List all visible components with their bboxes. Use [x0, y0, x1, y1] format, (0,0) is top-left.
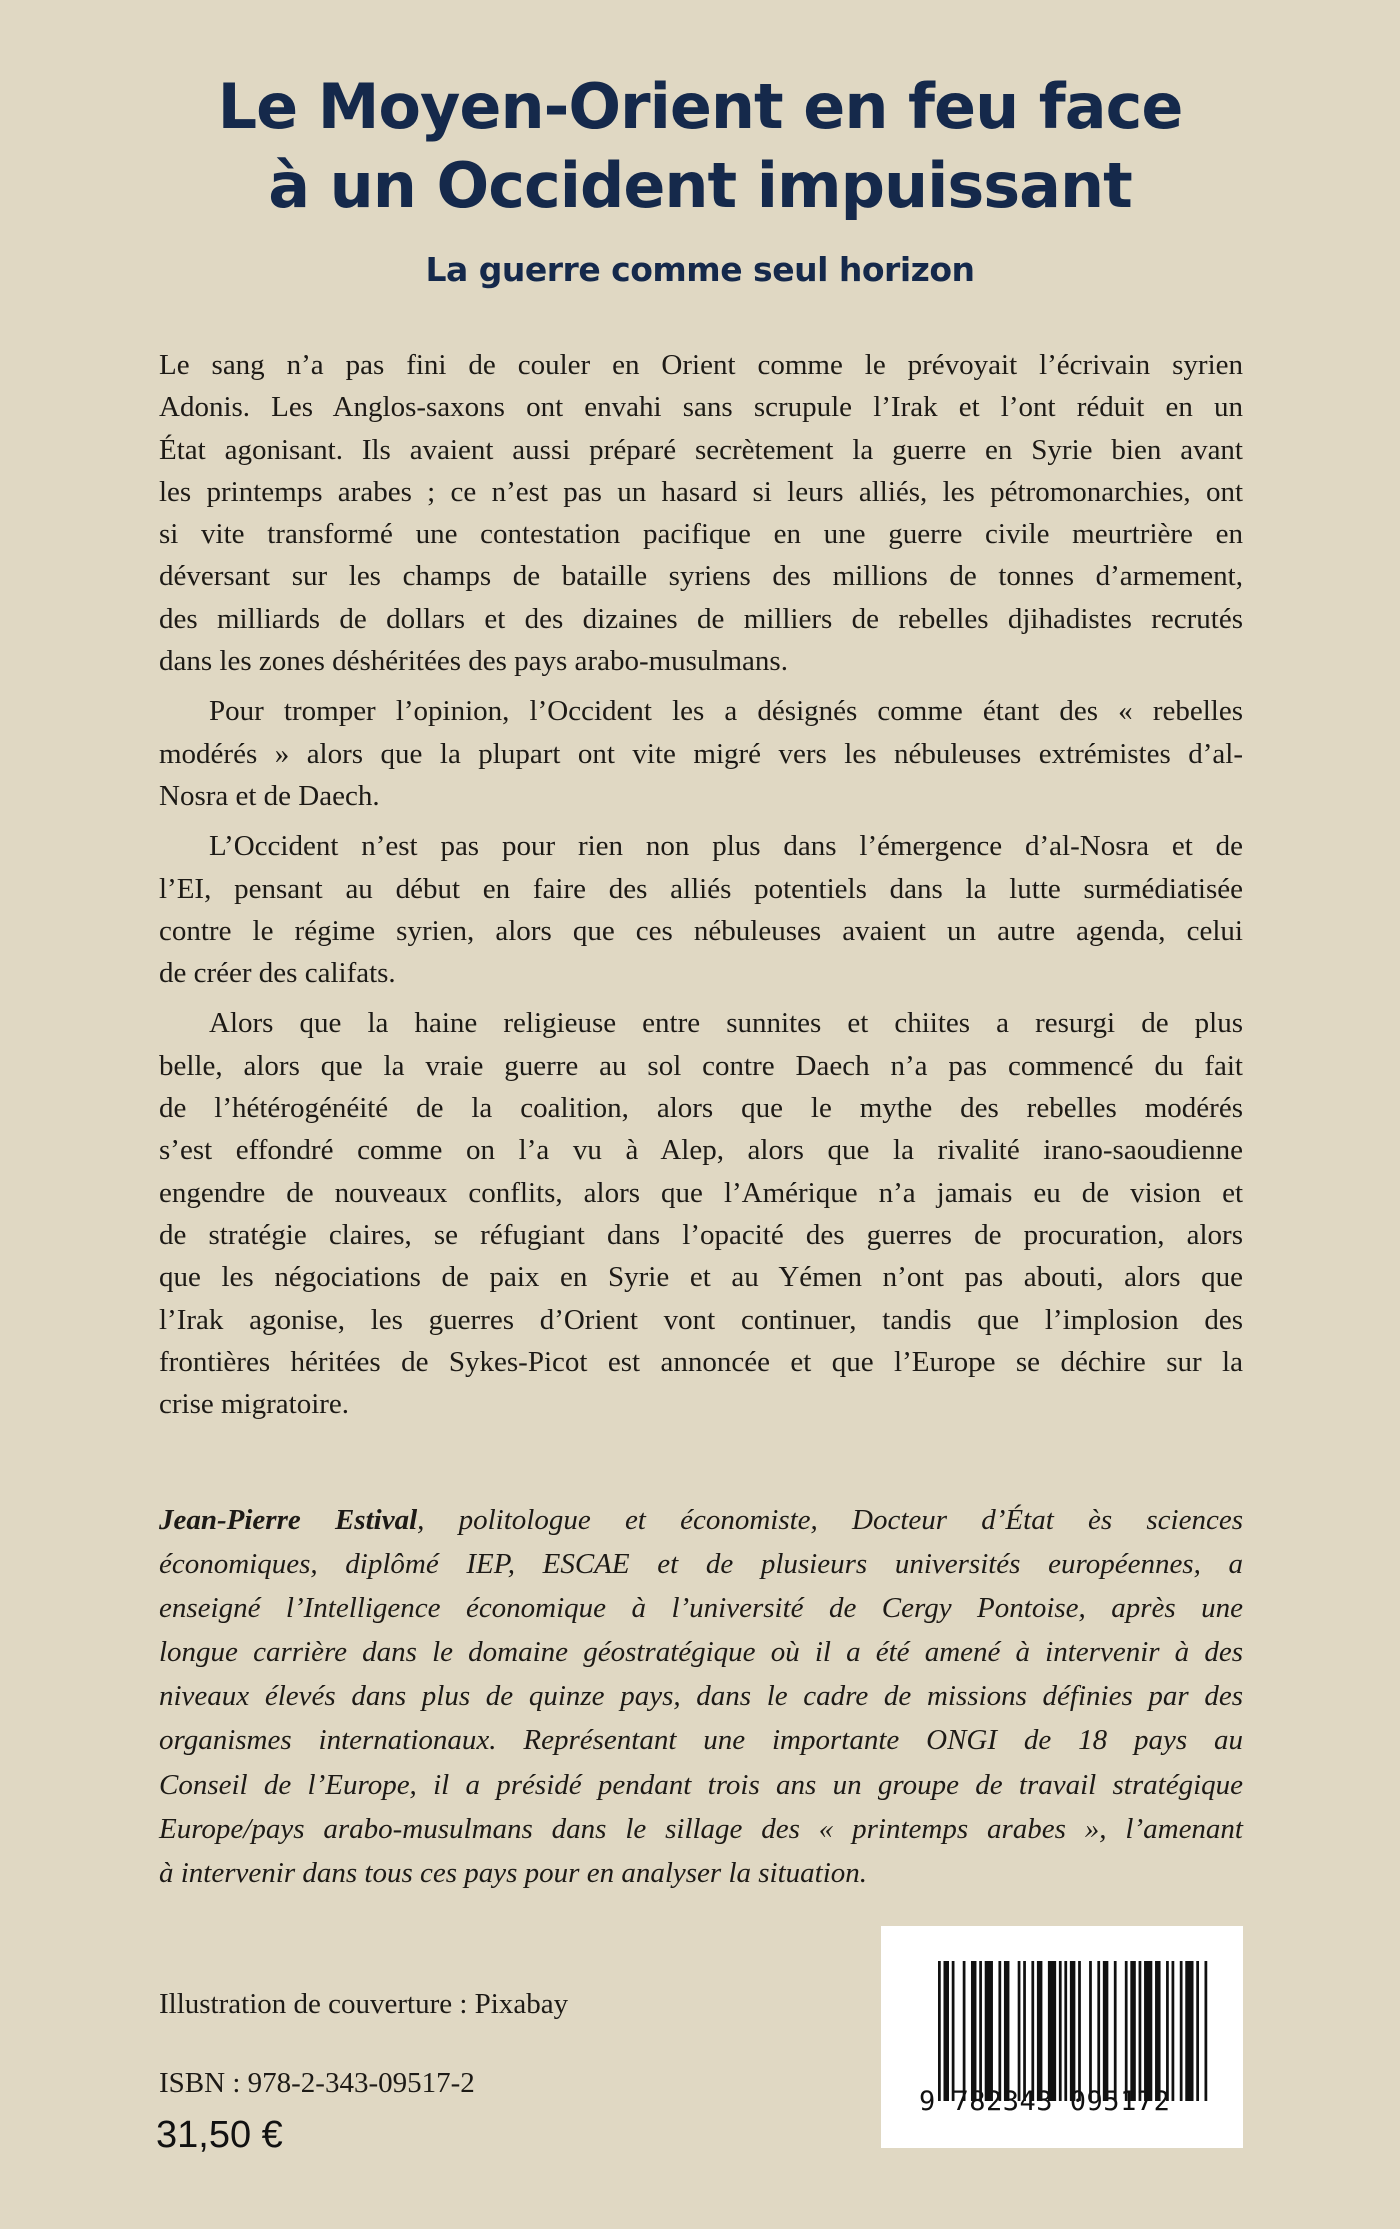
barcode-bar — [1004, 1961, 1009, 2101]
barcode-bar — [952, 1961, 955, 2101]
bio-line: économiques, diplômé IEP, ESCAE et de plusieurs universités européennes, a — [159, 1548, 1243, 1581]
cover-illustration-credit: Illustration de couverture : Pixabay — [159, 1988, 569, 2020]
barcode-bar — [1103, 1961, 1108, 2101]
bio-line: à intervenir dans tous ces pays pour en analyser la situation. — [159, 1856, 868, 1889]
text-line: contre le régime syrien, alors que ces nébuleuses avaient un autre agenda, celui — [159, 914, 1243, 947]
paragraph — [159, 825, 1243, 994]
text-line: L’Occident n’est pas pour rien non plus dans l’émergence d’al-Nosra et de — [209, 830, 1243, 863]
barcode-bar — [1139, 1961, 1142, 2101]
price: 31,50 € — [156, 2114, 283, 2156]
barcode-bar — [943, 1961, 948, 2101]
text-line: État agonisant. Ils avaient aussi préparé secrètement la guerre en Syrie bien avant — [159, 433, 1243, 466]
barcode-bar — [963, 1961, 966, 2101]
text-line: Adonis. Les Anglos-saxons ont envahi sans scrupule l’Irak et l’ont réduit en un — [159, 391, 1243, 424]
paragraph — [159, 1002, 1243, 1425]
text-line: Pour tromper l’opinion, l’Occident les a désignés comme étant des « rebelles — [209, 695, 1243, 728]
barcode-bar — [1048, 1961, 1056, 2101]
bio-line: niveaux élevés dans plus de quinze pays, dans le cadre de missions définies par des — [159, 1680, 1243, 1713]
barcode-bar — [1205, 1961, 1208, 2101]
barcode-bar — [1037, 1961, 1042, 2101]
barcode-bar — [1130, 1961, 1135, 2101]
text-line: si vite transformé une contestation pacifique en une guerre civile meurtrière en — [159, 518, 1243, 551]
text-line: de créer des califats. — [159, 957, 396, 990]
bio-line: enseigné l’Intelligence économique à l’université de Cergy Pontoise, après une — [159, 1592, 1243, 1625]
text-line: les printemps arabes ; ce n’est pas un hasard si leurs alliés, les pétromonarchies, ont — [159, 475, 1243, 508]
text-line: de stratégie claires, se réfugiant dans l’opacité des guerres de procuration, alors — [159, 1218, 1243, 1251]
paragraph — [159, 344, 1243, 682]
barcode-bar — [1155, 1961, 1160, 2101]
barcode-bar — [1089, 1961, 1092, 2101]
text-line: des milliards de dollars et des dizaines de milliers de rebelles djihadistes recrutés — [159, 602, 1243, 635]
barcode-bar — [1196, 1961, 1199, 2101]
text-line: Nosra et de Daech. — [159, 779, 380, 812]
bio-line — [159, 1498, 1243, 1542]
text-line: engendre de nouveaux conflits, alors que l’Amérique n’a jamais eu de vision et — [159, 1176, 1243, 1209]
text-line: l’Irak agonise, les guerres d’Orient vont continuer, tandis que l’implosion des — [159, 1303, 1243, 1336]
barcode-bar — [1018, 1961, 1021, 2101]
text-line: Alors que la haine religieuse entre sunnites et chiites a resurgi de plus — [209, 1007, 1243, 1040]
barcode-bar — [1125, 1961, 1128, 2101]
barcode-bar — [971, 1961, 976, 2101]
barcode-bar — [1023, 1961, 1026, 2101]
text-line: que les négociations de paix en Syrie et au Yémen n’ont pas abouti, alors que — [159, 1261, 1243, 1294]
barcode-bar — [1031, 1961, 1034, 2101]
text-line: crise migratoire. — [159, 1388, 350, 1421]
text-line: l’EI, pensant au début en faire des alliés potentiels dans la lutte surmédiatisée — [159, 872, 1243, 905]
bio-line: Europe/pays arabo-musulmans dans le sillage des « printemps arabes », l’amenant — [159, 1812, 1243, 1845]
book-title-line-2: à un Occident impuissant — [268, 149, 1132, 222]
blurb-body — [159, 344, 1243, 1433]
bio-line: longue carrière dans le domaine géostratégique où il a été amené à intervenir à des — [159, 1636, 1243, 1669]
text-line: s’est effondré comme on l’a vu à Alep, alors que la rivalité irano-saoudienne — [159, 1134, 1243, 1167]
barcode — [881, 1926, 1243, 2148]
barcode-bar — [1064, 1961, 1067, 2101]
barcode-bar — [1097, 1961, 1100, 2101]
barcode-bars — [938, 1961, 1210, 2101]
book-subtitle: La guerre comme seul horizon — [425, 250, 975, 289]
barcode-bar — [1172, 1961, 1175, 2101]
barcode-bar — [1180, 1961, 1183, 2101]
barcode-bar — [938, 1961, 941, 2101]
bio-line-text: , politologue et économiste, Docteur d’État ès sciences — [417, 1504, 1243, 1536]
barcode-bar — [1144, 1961, 1152, 2101]
text-line: frontières héritées de Sykes-Picot est annoncée et que l’Europe se déchire sur la — [159, 1345, 1243, 1378]
author-bio — [159, 1498, 1243, 1895]
barcode-bar — [1059, 1961, 1062, 2101]
barcode-digits: 9 782343 095172 — [919, 2086, 1171, 2117]
barcode-bar — [979, 1961, 982, 2101]
isbn: ISBN : 978-2-343-09517-2 — [159, 2067, 475, 2099]
barcode-bar — [1166, 1961, 1169, 2101]
bio-line: Conseil de l’Europe, il a présidé pendant trois ans un groupe de travail stratégique — [159, 1768, 1243, 1801]
paragraph — [159, 690, 1243, 817]
barcode-bar — [985, 1961, 993, 2101]
barcode-bar — [1114, 1961, 1117, 2101]
author-name: Jean-Pierre Estival — [159, 1504, 418, 1536]
barcode-bar — [1070, 1961, 1075, 2101]
barcode-bar — [1185, 1961, 1193, 2101]
text-line: belle, alors que la vraie guerre au sol contre Daech n’a pas commencé du fait — [159, 1049, 1243, 1082]
book-title-line-1: Le Moyen-Orient en feu face — [217, 70, 1183, 143]
bio-line: organismes internationaux. Représentant une importante ONGI de 18 pays au — [159, 1724, 1243, 1757]
text-line: de l’hétérogénéité de la coalition, alors que le mythe des rebelles modérés — [159, 1092, 1243, 1125]
barcode-bar — [998, 1961, 1001, 2101]
text-line: Le sang n’a pas fini de couler en Orient comme le prévoyait l’écrivain syrien — [159, 349, 1243, 381]
text-line: dans les zones déshéritées des pays arabo-musulmans. — [159, 645, 788, 678]
text-line: déversant sur les champs de bataille syriens des millions de tonnes d’armement, — [159, 560, 1243, 593]
text-line: modérés » alors que la plupart ont vite migré vers les nébuleuses extrémistes d’al- — [159, 737, 1243, 770]
barcode-bar — [1078, 1961, 1081, 2101]
